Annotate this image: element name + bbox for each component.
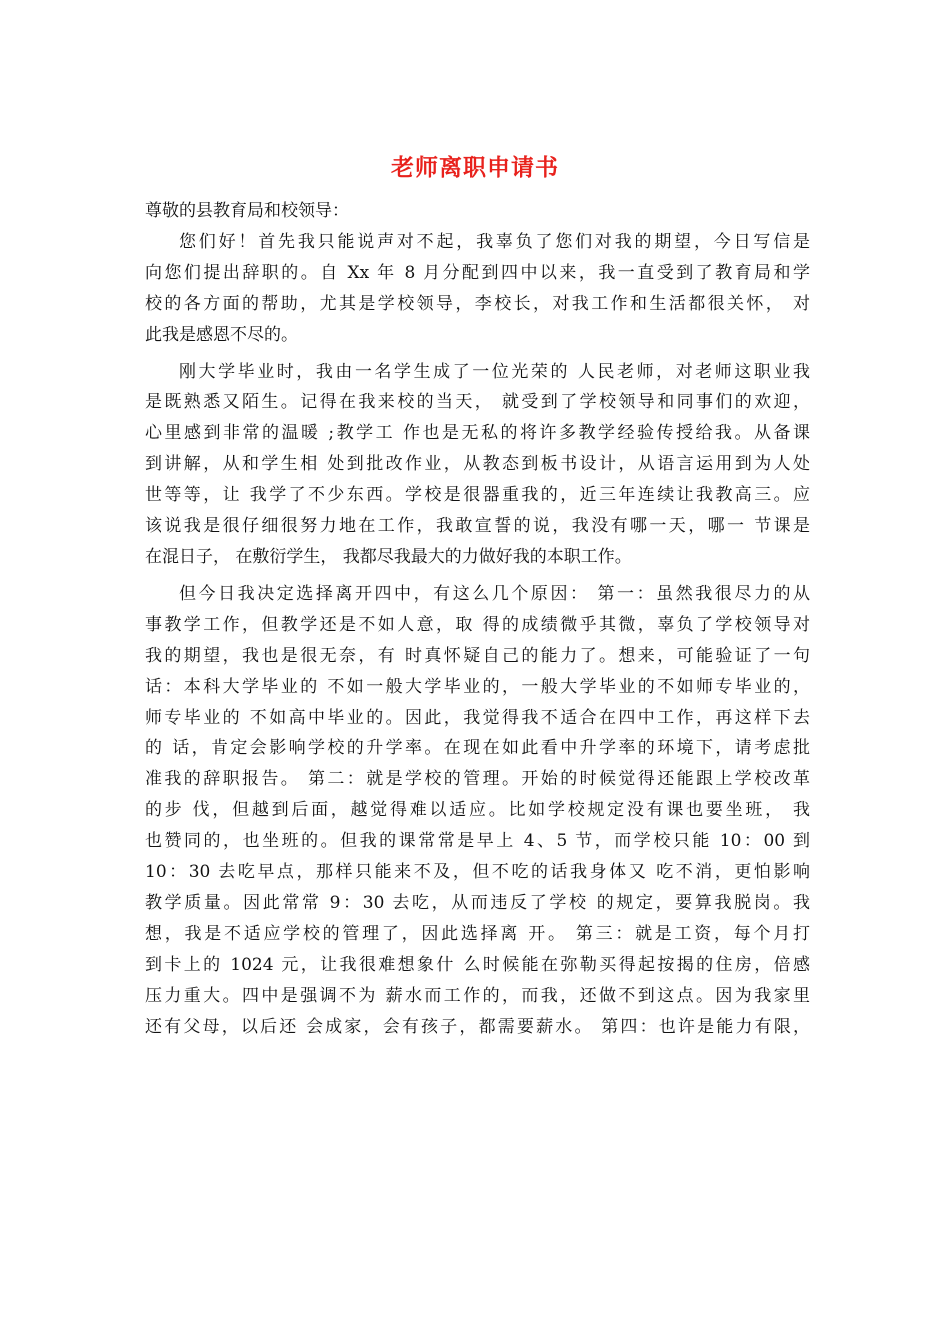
text-line: 心里感到非常的温暖 ;教学工 作也是无私的将许多教学经验传授给我。从备课 bbox=[145, 423, 810, 444]
paragraph-2 bbox=[145, 357, 810, 573]
text-line: 校的各方面的帮助，尤其是学校领导，李校长，对我工作和生活都很关怀， 对 bbox=[145, 293, 810, 314]
text-line: 的步 伐，但越到后面，越觉得难以适应。比如学校规定没有课也要坐班， 我 bbox=[145, 800, 810, 821]
text-line: 想，我是不适应学校的管理了，因此选择离 开。 第三：就是工资，每个月打 bbox=[145, 923, 810, 944]
paragraph-1 bbox=[145, 227, 810, 351]
text-line: 您们好！首先我只能说声对不起，我辜负了您们对我的期望，今日写信是 bbox=[179, 231, 810, 252]
page-title: 老师离职申请书 bbox=[391, 154, 559, 181]
text-line: 准我的辞职报告。 第二：就是学校的管理。开始的时候觉得还能跟上学校改革 bbox=[145, 769, 810, 790]
letter-body bbox=[145, 196, 810, 1048]
text-line: 是既熟悉又陌生。记得在我来校的当天， 就受到了学校领导和同事们的欢迎， bbox=[145, 392, 810, 413]
text-line: 事教学工作，但教学还是不如人意，取 得的成绩微乎其微，辜负了学校领导对 bbox=[145, 614, 810, 635]
text-line: 也赞同的，也坐班的。但我的课常常是早上 4、5 节，而学校只能 10：00 到 bbox=[145, 831, 810, 852]
text-line: 到卡上的 1024 元，让我很难想象什 么时候能在弥勒买得起按揭的住房，倍感 bbox=[145, 954, 810, 975]
text-line: 教学质量。因此常常 9：30 去吃，从而违反了学校 的规定，要算我脱岗。我 bbox=[145, 892, 810, 913]
text-line: 向您们提出辞职的。自 Xx 年 8 月分配到四中以来，我一直受到了教育局和学 bbox=[145, 262, 810, 283]
text-line: 世等等，让 我学了不少东西。学校是很器重我的，近三年连续让我教高三。应 bbox=[145, 485, 810, 506]
text-line: 的 话，肯定会影响学校的升学率。在现在如此看中升学率的环境下，请考虑批 bbox=[145, 738, 810, 759]
text-line: 到讲解，从和学生相 处到批改作业，从教态到板书设计，从语言运用到为人处 bbox=[145, 454, 810, 475]
text-line: 话：本科大学毕业的 不如一般大学毕业的，一般大学毕业的不如师专毕业的， bbox=[145, 676, 810, 697]
text-line: 师专毕业的 不如高中毕业的。因此，我觉得我不适合在四中工作，再这样下去 bbox=[145, 707, 810, 728]
text-line: 压力重大。四中是强调不为 薪水而工作的，而我，还做不到这点。因为我家里 bbox=[145, 985, 810, 1006]
text-line: 我的期望，我也是很无奈，有 时真怀疑自己的能力了。想来，可能验证了一句 bbox=[145, 645, 810, 666]
text-line: 在混日子， 在敷衍学生， 我都尽我最大的力做好我的本职工作。 bbox=[145, 546, 632, 567]
text-line: 刚大学毕业时，我由一名学生成了一位光荣的 人民老师，对老师这职业我 bbox=[179, 361, 810, 382]
text-line: 10：30 去吃早点，那样只能来不及，但不吃的话我身体又 吃不消，更怕影响 bbox=[145, 862, 810, 883]
salutation: 尊敬的县教育局和校领导： bbox=[145, 201, 349, 221]
text-line: 还有父母，以后还 会成家，会有孩子，都需要薪水。 第四：也许是能力有限， bbox=[145, 1016, 810, 1037]
text-line: 该说我是很仔细很努力地在工作，我敢宣誓的说，我没有哪一天，哪一 节课是 bbox=[145, 516, 810, 537]
text-line: 但今日我决定选择离开四中，有这么几个原因： 第一：虽然我很尽力的从 bbox=[179, 583, 810, 604]
text-line: 此我是感恩不尽的。 bbox=[145, 324, 298, 345]
paragraph-3 bbox=[145, 579, 810, 1043]
